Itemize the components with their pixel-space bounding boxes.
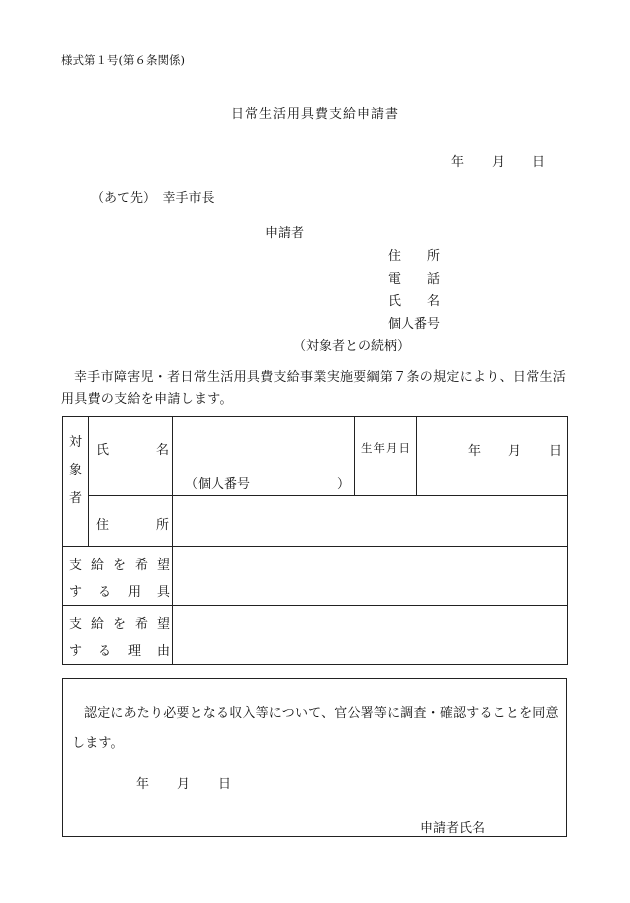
label-char: 希 [135,558,149,573]
label-char: 由 [157,644,171,659]
label-char: を [113,558,127,573]
subject-table [62,416,568,665]
desired-reason-input-cell[interactable] [173,606,568,665]
addressee: （あて先） 幸手市長 [91,191,215,206]
subject-char: 者 [68,491,82,506]
label-char: 給 [91,617,105,632]
desired-item-input-cell[interactable] [173,547,568,606]
consent-box [62,678,567,837]
name-input-cell[interactable] [173,417,355,496]
signature-label: 申請者氏名 [420,821,486,836]
birth-day-label: 日 [549,444,563,459]
name-label-2: 名 [156,443,170,458]
address-label-2: 所 [156,518,170,533]
consent-year-label: 年 [136,777,150,792]
address-label-1: 住 [96,518,110,533]
label-char: す [69,644,83,659]
label-char: 用 [128,585,142,600]
date-year-label: 年 [451,155,465,170]
birth-month-label: 月 [508,444,522,459]
label-char: 望 [157,558,171,573]
date-day-label: 日 [532,155,546,170]
desired-item-label-cell [63,547,173,606]
consent-text: 認定にあたり必要となる収入等について、官公署等に調査・確認することを同意します。 [72,706,559,751]
birth-label-cell [355,417,417,496]
applicant-name-label: 氏 名 [388,294,441,309]
applicant-address-label: 住 所 [388,249,441,264]
document-title: 日常生活用具費支給申請書 [230,107,399,122]
subject-header-cell [63,417,89,547]
label-char: る [98,585,112,600]
birth-input-cell[interactable] [417,417,568,496]
subject-char: 象 [68,463,82,478]
subject-char: 対 [68,435,82,450]
label-char: る [98,644,112,659]
label-char: 希 [135,617,149,632]
personal-number-label: （個人番号 [185,477,251,492]
applicant-personal-number-label: 個人番号 [388,317,441,332]
birth-date-label: 生年月日 [361,441,411,455]
label-char: を [113,617,127,632]
consent-month-label: 月 [177,777,191,792]
address-label-cell [89,496,173,547]
date-month-label: 月 [492,155,506,170]
label-char: 支 [69,617,83,632]
address-input-cell[interactable] [173,496,568,547]
label-char: 給 [91,558,105,573]
name-label-cell [89,417,173,496]
consent-day-label: 日 [218,777,232,792]
personal-number-close: ） [337,477,351,492]
label-char: す [69,585,83,600]
relation-label: （対象者との続柄） [293,339,411,354]
form-number: 様式第１号(第６条関係) [61,53,185,67]
birth-year-label: 年 [468,444,482,459]
label-char: 具 [157,585,171,600]
label-char: 望 [157,617,171,632]
applicant-label: 申請者 [265,226,305,241]
desired-reason-label-cell [63,606,173,665]
applicant-phone-label: 電 話 [388,272,441,287]
application-statement: 幸手市障害児・者日常生活用具費支給事業実施要綱第７条の規定により、日常生活用具費の支給を申請します。 [61,370,567,407]
name-label-1: 氏 [96,443,110,458]
label-char: 支 [69,558,83,573]
label-char: 理 [128,644,142,659]
